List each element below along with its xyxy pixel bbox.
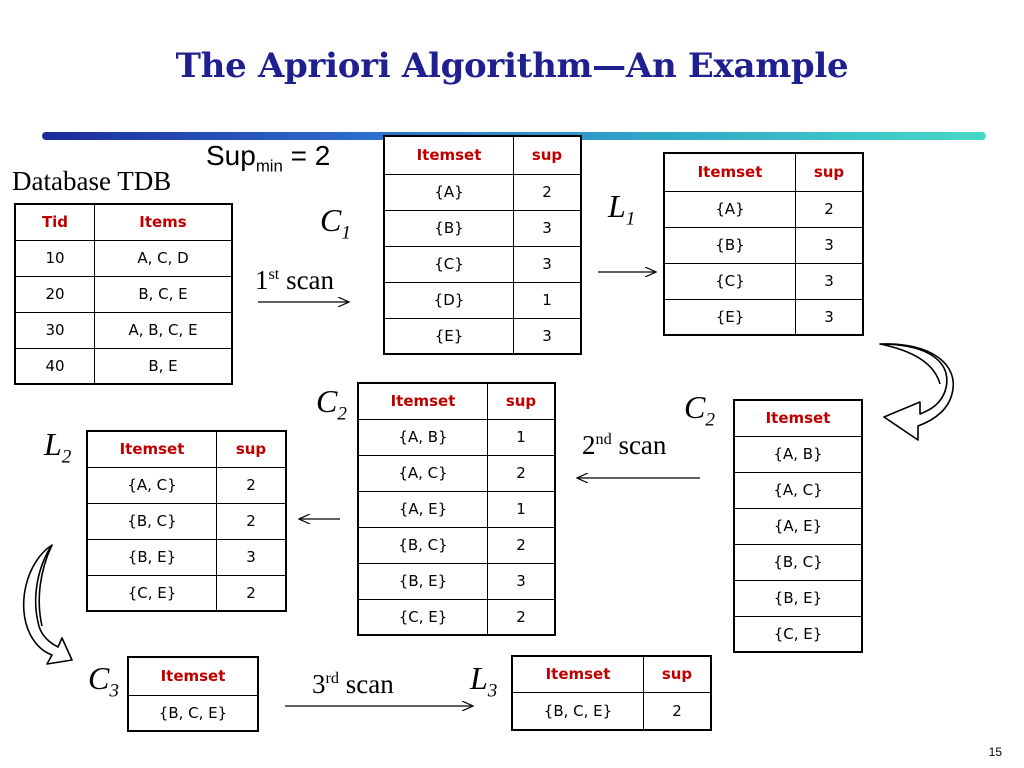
table-cell: {C, E} [87, 575, 217, 611]
table-cell: 3 [217, 539, 287, 575]
table-cell: {D} [384, 282, 514, 318]
page-number: 15 [988, 745, 1002, 759]
table-cell: 10 [15, 240, 95, 276]
table-cell: {A, C} [358, 455, 488, 491]
slide-title: The Apriori Algorithm—An Example [175, 46, 849, 86]
table-cell: {B} [664, 227, 796, 263]
table-cell: {E} [664, 299, 796, 335]
table-cell: {A, B} [734, 436, 862, 472]
c2-right-label: $C_2$ [684, 389, 715, 431]
column-header: Itemset [512, 656, 644, 692]
table-cell: 2 [217, 467, 287, 503]
column-header: sup [644, 656, 712, 692]
table-cell: 3 [796, 227, 864, 263]
database-label: Database TDB [12, 166, 172, 196]
table-cell: 1 [488, 491, 556, 527]
column-header: sup [217, 431, 287, 467]
table-cell: {B, C} [87, 503, 217, 539]
table-cell: {B} [384, 210, 514, 246]
first-scan-label: 1st scan [255, 265, 335, 295]
column-header: Itemset [358, 383, 488, 419]
table-cell: 2 [644, 692, 712, 730]
table-cell: 30 [15, 312, 95, 348]
table-cell: {B, C, E} [512, 692, 644, 730]
column-header: Itemset [128, 657, 258, 695]
table-cell: {A, C} [734, 472, 862, 508]
l2-label: $L_2$ [44, 426, 72, 468]
curved-arrow-l1-to-c2 [880, 344, 953, 440]
third-scan-label: 3rd scan [312, 669, 394, 699]
table-cell: {C} [664, 263, 796, 299]
table-cell: {A, E} [358, 491, 488, 527]
min-support-label: Sup$_{min}$ = 2 [206, 140, 331, 176]
table-cell: 2 [514, 174, 582, 210]
table-cell: A, C, D [95, 240, 233, 276]
table-cell: 2 [217, 575, 287, 611]
table-cell: B, E [95, 348, 233, 384]
column-header: Items [95, 204, 233, 240]
table-cell: {E} [384, 318, 514, 354]
table-cell: 2 [488, 527, 556, 563]
table-cell: {C, E} [358, 599, 488, 635]
table-cell: {A, B} [358, 419, 488, 455]
table-cell: {A} [664, 191, 796, 227]
table-cell: {C} [384, 246, 514, 282]
table-cell: {A, C} [87, 467, 217, 503]
table-cell: {C, E} [734, 616, 862, 652]
c3-label: $C_3$ [88, 660, 119, 702]
table-cell: {B, E} [358, 563, 488, 599]
column-header: sup [488, 383, 556, 419]
table-cell: 40 [15, 348, 95, 384]
table-cell: 2 [217, 503, 287, 539]
table-cell: 1 [488, 419, 556, 455]
table-cell: 2 [796, 191, 864, 227]
table-cell: {A, E} [734, 508, 862, 544]
table-cell: 20 [15, 276, 95, 312]
column-header: Itemset [87, 431, 217, 467]
table-cell: {B, C, E} [128, 695, 258, 731]
table-cell: 1 [514, 282, 582, 318]
table-cell: {B, C} [358, 527, 488, 563]
curved-arrow-l2-to-c3 [24, 545, 72, 664]
table-cell: 2 [488, 455, 556, 491]
table-cell: 3 [796, 263, 864, 299]
column-header: sup [796, 153, 864, 191]
table-cell: 2 [488, 599, 556, 635]
table-cell: 3 [514, 246, 582, 282]
table-cell: {B, C} [734, 544, 862, 580]
column-header: Tid [15, 204, 95, 240]
table-cell: 3 [514, 318, 582, 354]
table-cell: {A} [384, 174, 514, 210]
l3-label: $L_3$ [470, 660, 498, 702]
table-cell: 3 [488, 563, 556, 599]
table-cell: A, B, C, E [95, 312, 233, 348]
column-header: Itemset [664, 153, 796, 191]
l1-label: $L_1$ [608, 188, 636, 230]
second-scan-label: 2nd scan [582, 430, 667, 460]
c2-left-label: $C_2$ [316, 383, 347, 425]
column-header: Itemset [384, 136, 514, 174]
table-cell: {B, E} [87, 539, 217, 575]
table-cell: 3 [514, 210, 582, 246]
c1-label: $C_1$ [320, 202, 351, 244]
column-header: sup [514, 136, 582, 174]
table-cell: B, C, E [95, 276, 233, 312]
table-cell: 3 [796, 299, 864, 335]
table-cell: {B, E} [734, 580, 862, 616]
column-header: Itemset [734, 400, 862, 436]
